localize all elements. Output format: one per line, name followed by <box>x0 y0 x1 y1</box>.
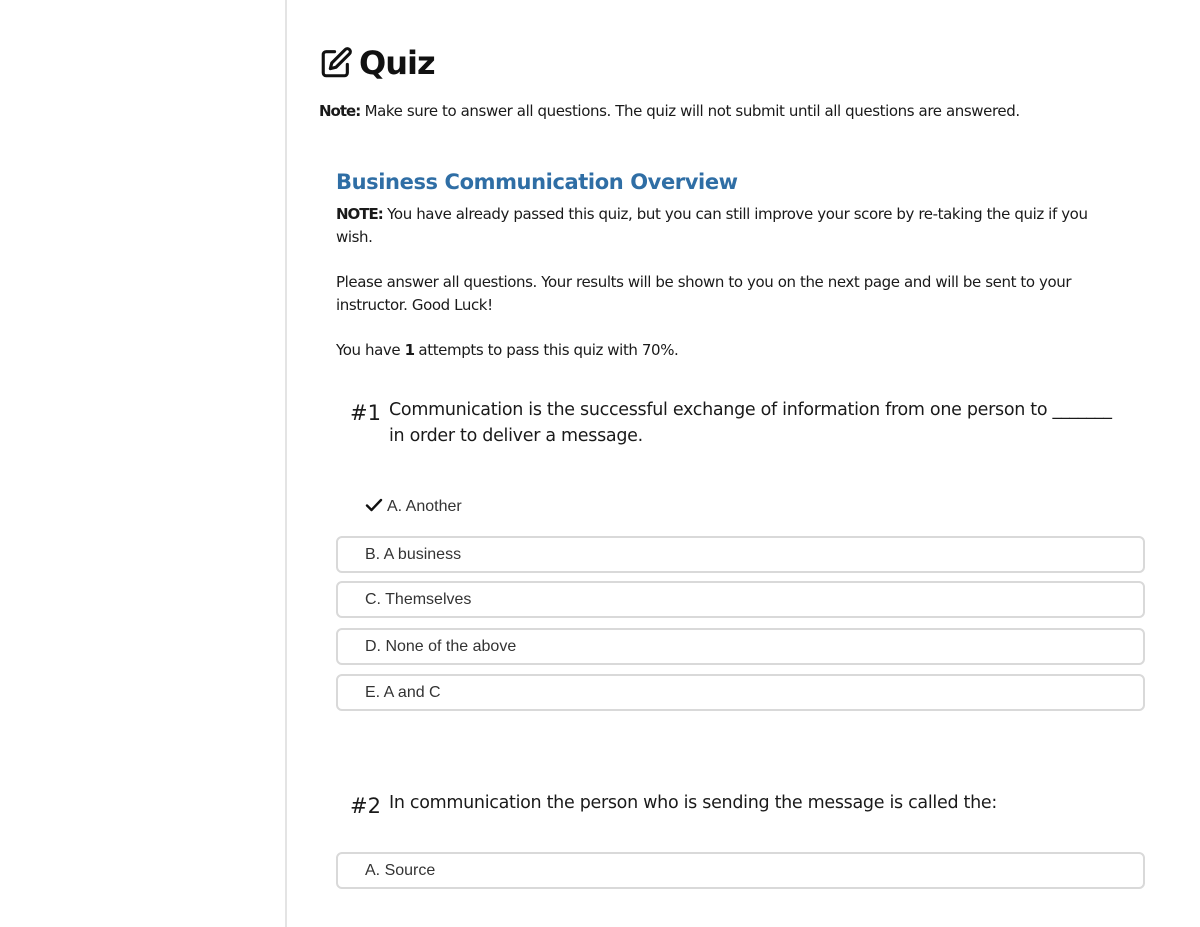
answer-option-b[interactable]: B. A business <box>336 536 1145 573</box>
page-title: Quiz <box>359 44 435 82</box>
attempts-info <box>336 339 1126 362</box>
answer-option-d[interactable]: D. None of the above <box>336 628 1145 665</box>
quiz-title: Business Communication Overview <box>336 170 738 194</box>
quiz-section <box>336 168 1148 362</box>
quiz-instructions: Please answer all questions. Your results will be shown to you on the next page and will be sent to your instructor. Good Luck! <box>336 273 1072 314</box>
question-text: In communication the person who is sending the message is called the: <box>389 793 997 813</box>
question-number: #2 <box>350 794 381 818</box>
main-content <box>319 0 1169 927</box>
attempts-suffix: attempts to pass this quiz with 70%. <box>414 341 679 359</box>
checkmark-icon <box>365 498 383 517</box>
edit-icon <box>319 46 353 80</box>
question-1 <box>350 397 1130 449</box>
attempts-count: 1 <box>404 341 415 359</box>
question-number: #1 <box>350 401 381 425</box>
question-text: Communication is the successful exchange of information from one person to _______ in order to deliver a message. <box>389 400 1112 446</box>
passed-note-text: You have already passed this quiz, but you can still improve your score by re-taking the quiz if you wish. <box>336 205 1088 246</box>
answer-option-c[interactable]: C. Themselves <box>336 581 1145 618</box>
page-header <box>319 44 435 82</box>
quiz-note-label: Note: <box>319 102 361 120</box>
quiz-note <box>319 101 1020 121</box>
answer-option-a[interactable]: A. Source <box>336 852 1145 889</box>
answer-option-e[interactable]: E. A and C <box>336 674 1145 711</box>
answer-option-a[interactable] <box>365 494 462 520</box>
answer-option-label: A. Another <box>387 498 462 515</box>
attempts-prefix: You have <box>336 341 405 359</box>
passed-note <box>336 203 1126 248</box>
passed-note-label: NOTE: <box>336 205 383 223</box>
question-2 <box>350 790 1130 819</box>
quiz-note-text: Make sure to answer all questions. The quiz will not submit until all questions are answered. <box>360 102 1020 120</box>
sidebar <box>0 0 287 927</box>
